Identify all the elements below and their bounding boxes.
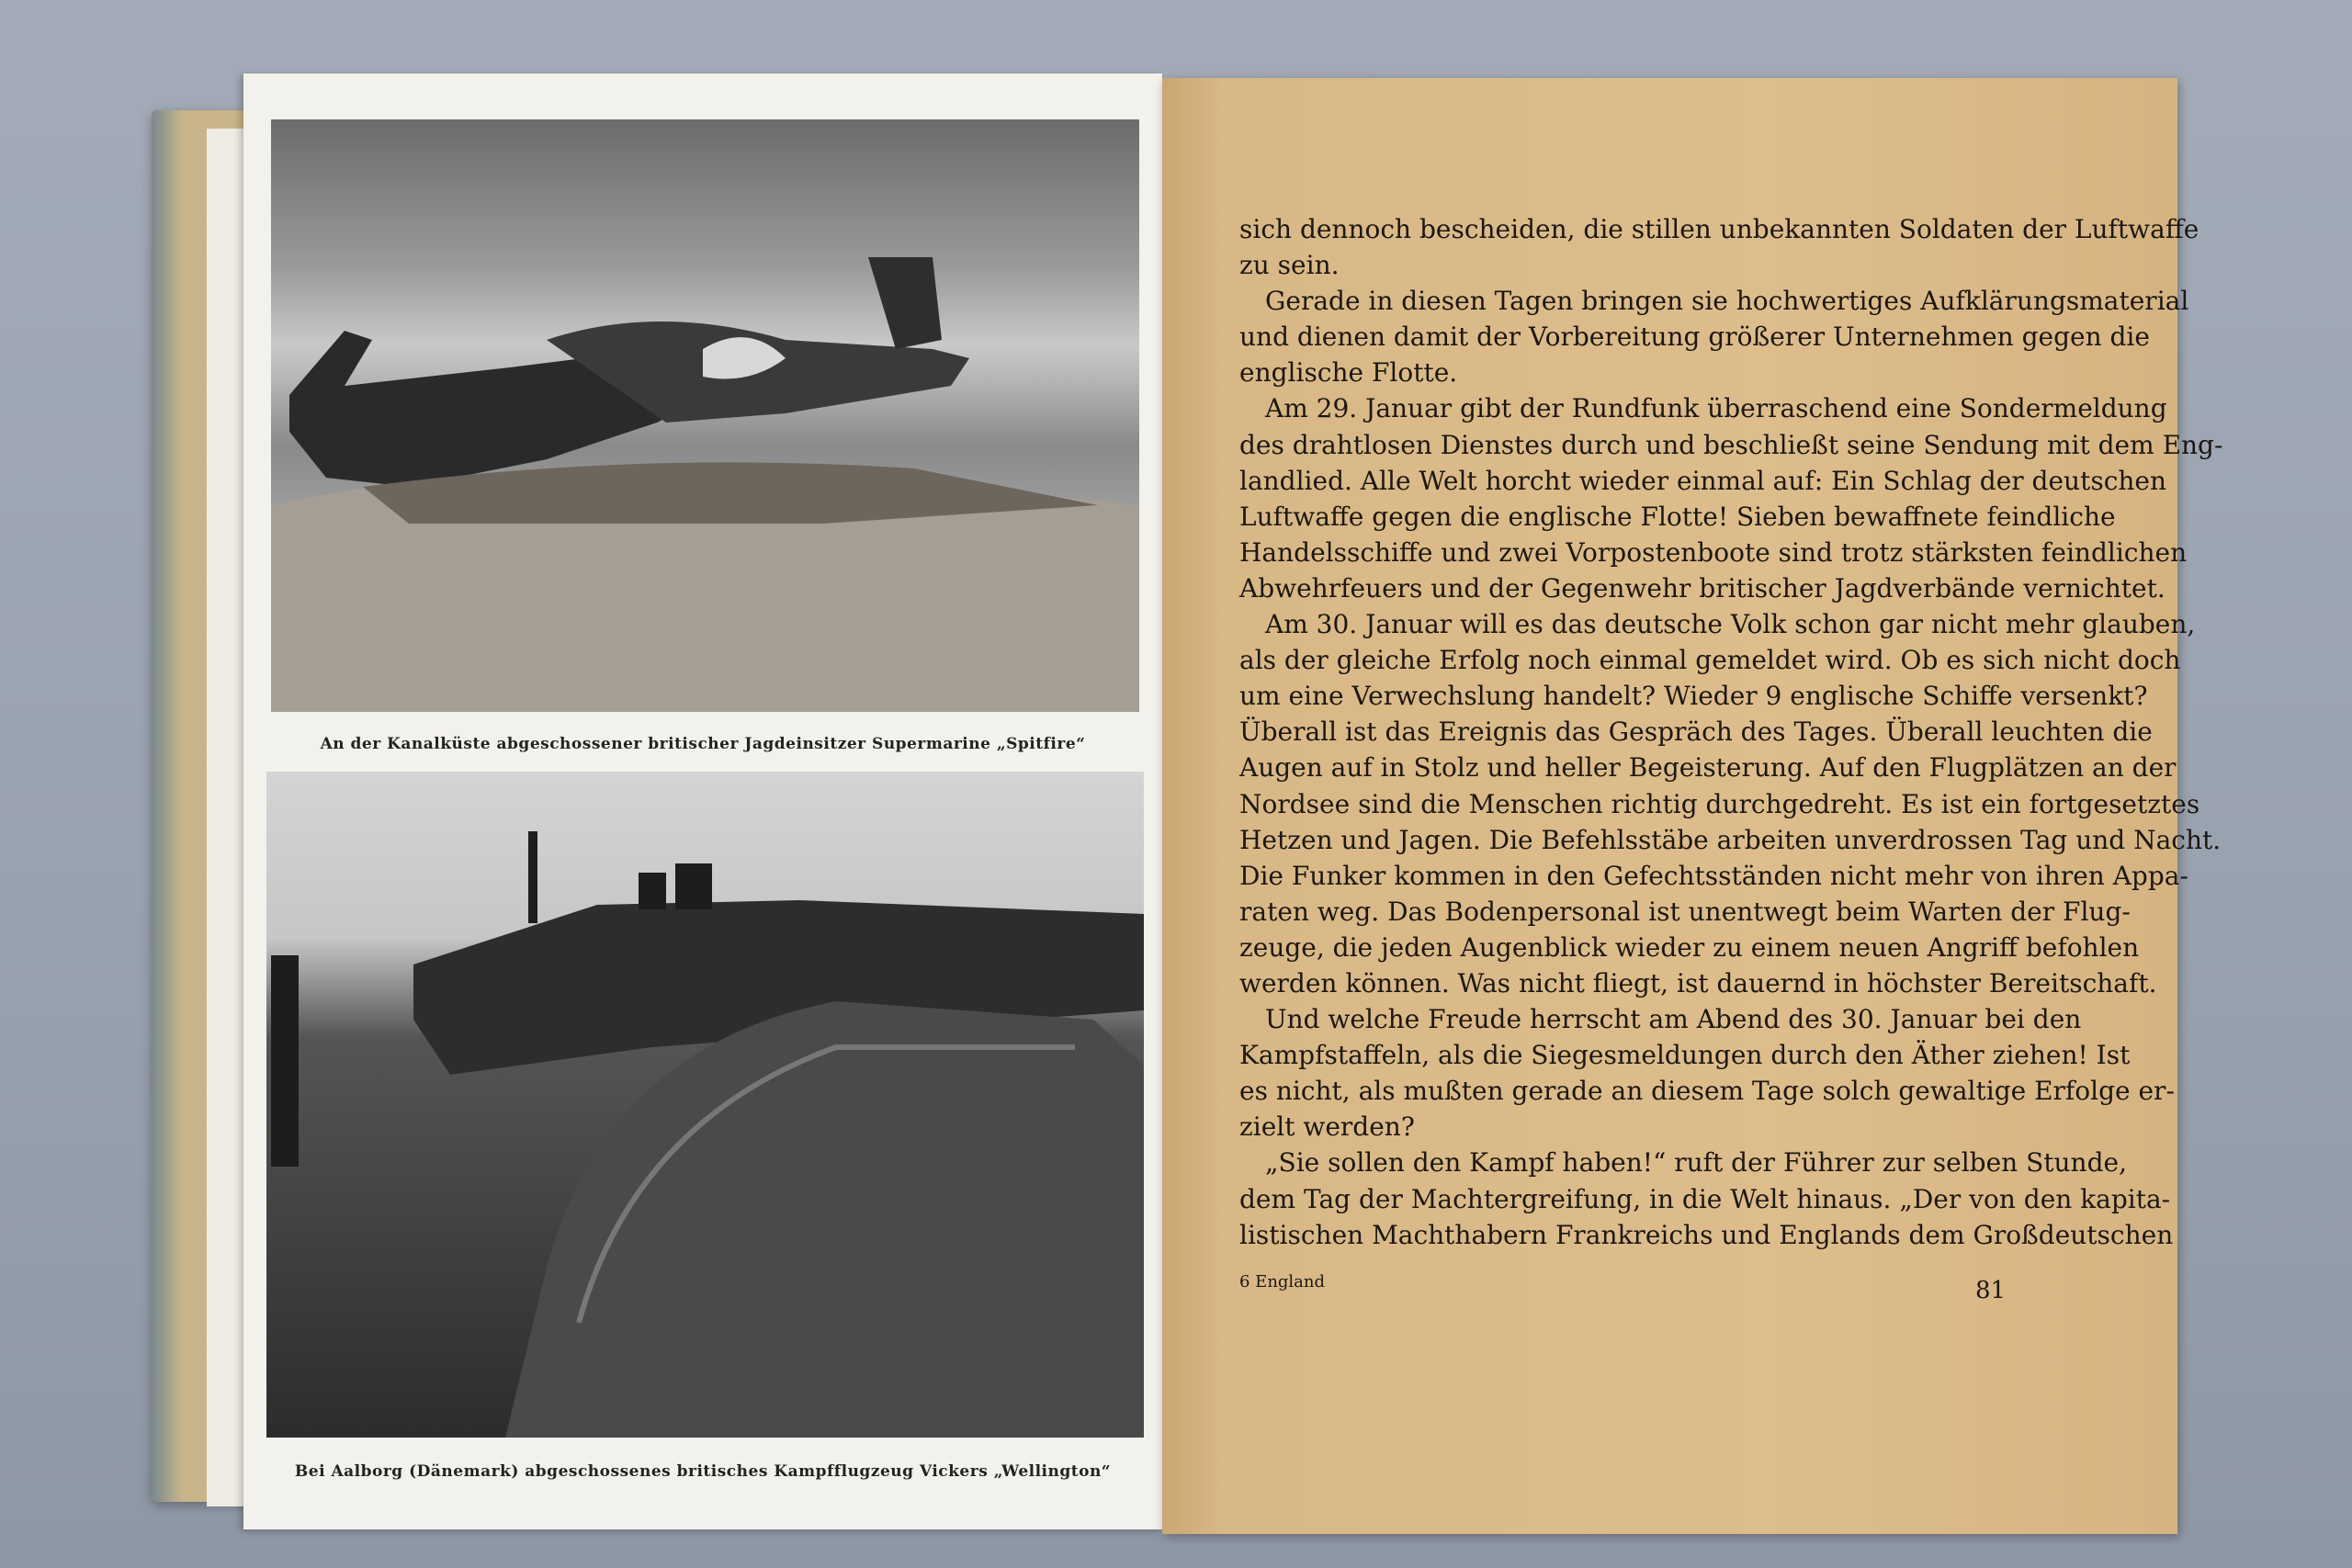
text-line: sich dennoch bescheiden, die stillen unbekannten Soldaten der Luftwaffe xyxy=(1239,214,2199,244)
text-line: Überall ist das Ereignis das Gespräch des Tages. Überall leuchten die xyxy=(1239,716,2153,748)
text-line: Nordsee sind die Menschen richtig durchgedreht. Es ist ein fortgesetztes xyxy=(1239,788,2200,819)
text-line: dem Tag der Machtergreifung, in die Welt hinaus. „Der von den kapita- xyxy=(1239,1183,2171,1214)
text-line: zeuge, die jeden Augenblick wieder zu einem neuen Angriff befohlen xyxy=(1239,931,2140,963)
text-line: Und welche Freude herrscht am Abend des 30. Januar bei den xyxy=(1265,1004,2082,1035)
text-line: Am 29. Januar gibt der Rundfunk überraschend eine Sondermeldung xyxy=(1265,393,2167,424)
right-page xyxy=(1162,78,2223,1534)
text-line: listischen Machthabern Frankreichs und Englands dem Großdeutschen xyxy=(1239,1219,2174,1250)
text-line: Am 30. Januar will es das deutsche Volk schon gar nicht mehr glauben, xyxy=(1265,609,2196,640)
body-text xyxy=(1239,211,2223,1253)
text-line: landlied. Alle Welt horcht wieder einmal auf: Ein Schlag der deutschen xyxy=(1239,465,2167,496)
text-line: es nicht, als mußten gerade an diesem Tage solch gewaltige Erfolge er- xyxy=(1239,1076,2175,1107)
photo-spitfire-wreck xyxy=(271,119,1139,712)
text-line: des drahtlosen Dienstes durch und beschließt seine Sendung mit dem Eng- xyxy=(1239,429,2223,460)
text-line: englische Flotte. xyxy=(1239,357,1458,389)
text-line: Hetzen und Jagen. Die Befehlsstäbe arbeiten unverdrossen Tag und Nacht. xyxy=(1239,824,2222,855)
text-line: Luftwaffe gegen die englische Flotte! Sieben bewaffnete feindliche xyxy=(1239,501,2116,532)
photo-caption-bottom: Bei Aalborg (Dänemark) abgeschossenes britisches Kampfflugzeug Vickers „Wellington“ xyxy=(294,1462,1112,1481)
wellington-wreck-illustration xyxy=(266,772,1144,1438)
text-line: um eine Verwechslung handelt? Wieder 9 englische Schiffe versenkt? xyxy=(1239,681,2148,712)
text-line: als der gleiche Erfolg noch einmal gemeldet wird. Ob es sich nicht doch xyxy=(1239,645,2181,676)
text-line: werden können. Was nicht fliegt, ist dauernd in höchster Bereitschaft. xyxy=(1239,967,2157,998)
left-page xyxy=(243,73,1162,1529)
text-line: und dienen damit der Vorbereitung größerer Unternehmen gegen die xyxy=(1239,321,2150,353)
photo-caption-top: An der Kanalküste abgeschossener britischer Jagdeinsitzer Supermarine „Spitfire“ xyxy=(320,735,1086,753)
text-line: Gerade in diesen Tagen bringen sie hochwertiges Aufklärungsmaterial xyxy=(1265,286,2189,317)
text-line: zielt werden? xyxy=(1239,1111,1415,1143)
text-line: „Sie sollen den Kampf haben!“ ruft der Führer zur selben Stunde, xyxy=(1265,1147,2127,1179)
text-line: Handelsschiffe und zwei Vorpostenboote sind trotz stärksten feindlichen xyxy=(1239,536,2188,568)
text-line: Die Funker kommen in den Gefechtsständen nicht mehr von ihren Appa- xyxy=(1239,860,2188,891)
signature-mark: 6 England xyxy=(1239,1272,1326,1292)
text-line: Kampfstaffeln, als die Siegesmeldungen durch den Äther ziehen! Ist xyxy=(1239,1040,2131,1071)
page-number: 81 xyxy=(1975,1277,2007,1304)
photo-wellington-wreck xyxy=(266,772,1144,1438)
text-line: Augen auf in Stolz und heller Begeisterung. Auf den Flugplätzen an der xyxy=(1239,752,2177,784)
text-line: zu sein. xyxy=(1239,250,1340,281)
spitfire-wreck-illustration xyxy=(271,119,1139,712)
text-line: Abwehrfeuers und der Gegenwehr britischer Jagdverbände vernichtet. xyxy=(1239,572,2165,604)
text-line: raten weg. Das Bodenpersonal ist unentwegt beim Warten der Flug- xyxy=(1239,896,2131,927)
